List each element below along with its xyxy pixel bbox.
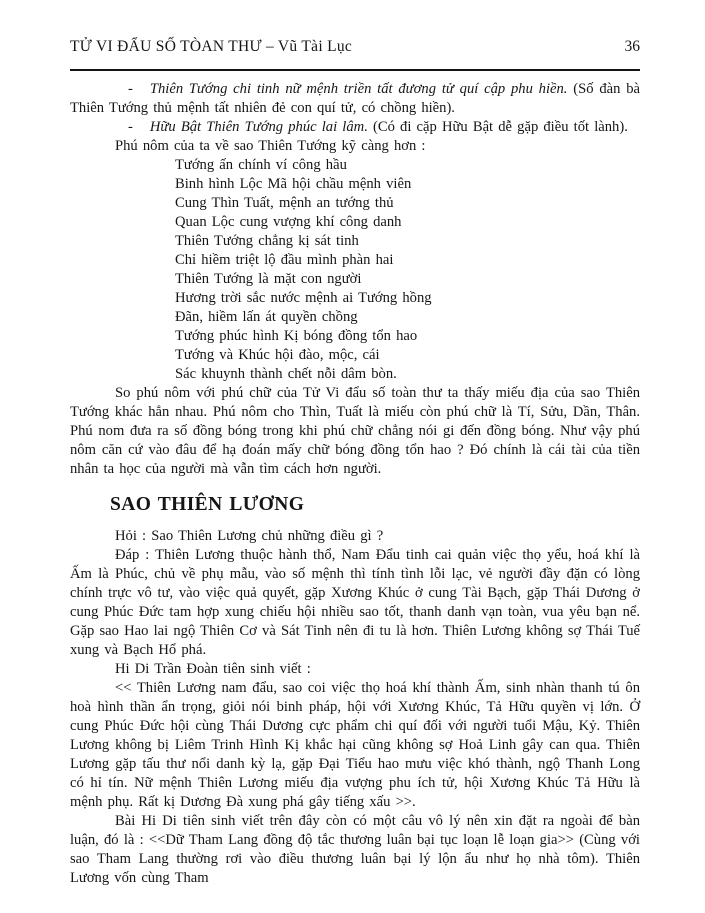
page-body (70, 80, 640, 888)
poem-line: Binh hình Lộc Mã hội chầu mệnh viên (175, 176, 412, 192)
poem-line: Cung Thìn Tuất, mệnh an tướng thủ (175, 195, 394, 211)
running-header (70, 38, 640, 56)
bullet-paragraph-2 (70, 118, 640, 137)
discussion-paragraph: Bài Hi Di tiên sinh viết trên đây còn có một câu vô lý nên xin đặt ra ngoài để bàn luận, đó là : <<Dữ Tham Lang đồng độ tắc thương luân bại tục loạn lễ loạn gia>> (Cùng với sao Tham Lang thường rơi vào điều thương luân bại lý lộn ẩu như họ nhà tôm). Thiên Lương vốn cùng Tham (70, 813, 640, 886)
header-divider (70, 69, 640, 71)
poem-line: Sác khuynh thành chết nỗi dâm bòn. (175, 366, 397, 382)
poem-line: Tướng và Khúc hội đào, mộc, cái (175, 347, 380, 363)
bullet-1-italic-text: Thiên Tướng chi tinh nữ mệnh triền tất đương tử quí cập phu hiền. (149, 81, 568, 97)
section-heading: SAO THIÊN LƯƠNG (110, 494, 305, 515)
poem-line: Tướng ấn chính ví công hầu (175, 157, 347, 173)
poem-line: Hương trời sắc nước mệnh ai Tướng hồng (175, 290, 432, 306)
bullet-2-roman-text: (Có đi cặp Hữu Bật dễ gặp điều tốt lành). (373, 119, 628, 135)
poem-line: Thiên Tướng chẳng kị sát tinh (175, 233, 359, 249)
bullet-dash: - (128, 81, 133, 97)
question-paragraph: Hỏi : Sao Thiên Lương chủ những điều gì ? (115, 528, 384, 544)
quote-paragraph: << Thiên Lương nam đẩu, sao coi việc thọ hoá khí thành Ấm, sinh nhàn thanh tú ôn hoà hình thần ẩn trọng, giỏi nói binh pháp, hội với Xương Khúc, Tả Hữu quyền vị lớn. Ở cung Phúc Đức hội cùng Thái Dương cực phẩm chi quí đối với người tuổi Mậu, Kỷ. Thiên Lương không bị Liêm Trinh Hình Kị khắc hại cũng không sợ Hoả Linh gây can qua. Thiên Lương gặp tấu thư nổi danh kỳ lạ, gặp Đại Tiểu hao mưu việc khó thành, ngộ Thanh Long có hỉ tín. Nữ mệnh Thiên Lương miếu địa vượng phu ích tử, hội Xương Khúc Tả Hữu là mệnh phụ. Rất kị Dương Đà xung phá gây tiếng xấu >>. (70, 680, 640, 810)
commentary-paragraph: So phú nôm với phú chữ của Tử Vi đẩu số toàn thư ta thấy miếu địa của sao Thiên Tướng khác hẳn nhau. Phú nôm cho Thìn, Tuất là miếu còn phú chữ là Tí, Sửu, Dần, Thân. Phú nom đưa ra số đồng bóng trong khi phú chữ chẳng nói gi đến đồng bóng. Như vậy phú nôm căn cứ vào đâu để hạ đoán mấy chữ bóng đồng tổn hao ? Đó chính là cái tài của tiền nhân ta học của người mà vẫn tìm cách hơn người. (70, 385, 640, 477)
answer-paragraph: Đáp : Thiên Lương thuộc hành thổ, Nam Đẩu tinh cai quản việc thọ yểu, hoá khí là Ấm là Phúc, chủ về phụ mẫu, vào số mệnh thì tính tình lỗi lạc, vẻ người đầy đặn có lòng chính trực vô tư, vào việc quả quyết, gặp Xương Khúc ở cung Tài Bạch, gặp Thái Dương ở cung Phúc Đức tam hợp xung chiếu hội nhiều sao tốt, thanh danh vạn toàn, vua yêu bạn nể. Gặp sao Hao lai ngộ Thiên Cơ và Sát Tinh nên đi tu là hơn. Thiên Lương không sợ Thái Tuế xung và Bạch Hổ phá. (70, 547, 640, 658)
poem-line: Chỉ hiềm triệt lộ đầu mình phàn hai (175, 252, 394, 268)
bullet-dash: - (128, 119, 133, 135)
quote-intro-paragraph: Hi Di Trần Đoàn tiên sinh viết : (115, 661, 311, 677)
bullet-1-roman-text: (Số đàn bà Thiên Tướng thủ mệnh tất nhiên đẻ con quí tử, có chồng hiền). (70, 81, 640, 116)
folk-verse-block (175, 156, 640, 384)
poem-line: Đãn, hiềm lấn át quyền chồng (175, 309, 358, 325)
book-title: TỬ VI ĐẨU SỐ TÒAN THƯ – Vũ Tài Lục (70, 38, 353, 55)
bullet-paragraph-1 (70, 80, 640, 118)
page-number: 36 (624, 38, 640, 55)
poem-line: Tướng phúc hình Kị bóng đồng tổn hao (175, 328, 418, 344)
bullet-2-italic-text: Hữu Bật Thiên Tướng phúc lai lâm. (149, 119, 368, 135)
poem-line: Quan Lộc cung vượng khí công danh (175, 214, 402, 230)
poem-line: Thiên Tướng là mặt con người (175, 271, 362, 287)
poem-lead-in: Phú nôm của ta về sao Thiên Tướng kỹ càng hơn : (115, 138, 426, 154)
